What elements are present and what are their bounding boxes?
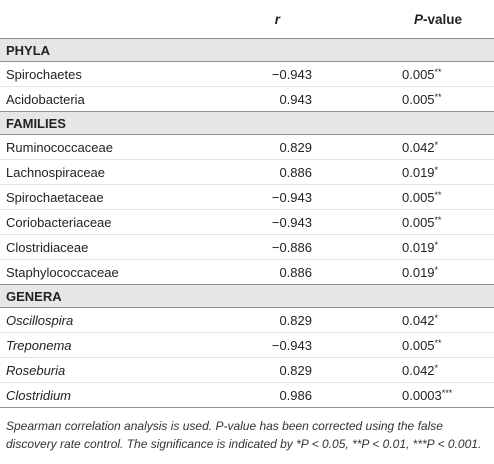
taxon-name: Spirochaetes xyxy=(0,62,130,87)
r-value: −0.943 xyxy=(271,66,312,82)
p-value: 0.005 xyxy=(402,91,435,107)
p-value-wrap xyxy=(402,140,474,155)
r-value: 0.886 xyxy=(279,264,312,280)
p-value-wrap xyxy=(402,313,474,328)
p-value-wrap xyxy=(402,190,474,205)
significance-marker: * xyxy=(434,239,439,250)
table-row xyxy=(0,210,494,235)
table-row xyxy=(0,160,494,185)
rows-families xyxy=(0,135,494,285)
taxon-name: Clostridiaceae xyxy=(0,235,130,260)
table-row xyxy=(0,62,494,87)
p-value: 0.005 xyxy=(402,189,435,205)
r-value: −0.886 xyxy=(271,239,312,255)
p-value-wrap xyxy=(402,363,474,378)
significance-marker: *** xyxy=(441,387,453,398)
taxon-name: Lachnospiraceae xyxy=(0,160,130,185)
r-value-cell xyxy=(130,383,312,408)
taxon-name: Ruminococcaceae xyxy=(0,135,130,160)
table-row xyxy=(0,333,494,358)
significance-marker: ** xyxy=(434,214,442,225)
header-r: r xyxy=(274,11,280,27)
section-genera: GENERA xyxy=(0,285,494,308)
r-value-cell xyxy=(130,135,312,160)
p-value-cell xyxy=(312,135,494,160)
taxon-name: Spirochaetaceae xyxy=(0,185,130,210)
table-row xyxy=(0,235,494,260)
header-p-value: P-value xyxy=(413,11,462,27)
r-value-cell xyxy=(130,308,312,333)
p-value-cell xyxy=(312,333,494,358)
table-header-row xyxy=(0,0,494,39)
table-row xyxy=(0,260,494,285)
p-value: 0.005 xyxy=(402,337,435,353)
p-value-wrap xyxy=(402,240,474,255)
r-value-cell xyxy=(130,87,312,112)
significance-marker: * xyxy=(434,139,439,150)
p-value-wrap xyxy=(402,338,474,353)
r-value-cell xyxy=(130,260,312,285)
taxon-name: Clostridium xyxy=(6,387,72,403)
p-value: 0.019 xyxy=(402,164,435,180)
taxon-name: Staphylococcaceae xyxy=(6,264,119,280)
p-value-cell xyxy=(312,185,494,210)
significance-marker: ** xyxy=(434,91,442,102)
table-footnote: Spearman correlation analysis is used. P-value has been corrected using the false discovery rate control. The significance is indicated by *P < 0.05, **P < 0.01, ***P < 0.001. xyxy=(0,407,494,453)
r-value: 0.829 xyxy=(279,312,312,328)
taxon-name: Acidobacteria xyxy=(6,91,85,107)
r-value-cell xyxy=(130,210,312,235)
p-value-wrap xyxy=(402,165,474,180)
r-value-cell xyxy=(130,358,312,383)
p-value-cell xyxy=(312,308,494,333)
p-value: 0.042 xyxy=(402,139,435,155)
section-families: FAMILIES xyxy=(0,112,494,135)
p-value-wrap xyxy=(402,265,474,280)
table-row xyxy=(0,185,494,210)
table-row xyxy=(0,135,494,160)
r-value: 0.829 xyxy=(279,139,312,155)
p-value-cell xyxy=(312,160,494,185)
significance-marker: * xyxy=(434,312,439,323)
p-value-cell xyxy=(312,62,494,87)
r-value: 0.829 xyxy=(279,362,312,378)
rows-phyla xyxy=(0,62,494,112)
p-value-cell xyxy=(312,87,494,112)
header-taxon xyxy=(0,0,130,39)
p-value: 0.042 xyxy=(402,362,435,378)
table-row xyxy=(0,308,494,333)
p-value-wrap xyxy=(402,215,474,230)
r-value: −0.943 xyxy=(271,189,312,205)
r-value: −0.943 xyxy=(271,214,312,230)
p-value-cell xyxy=(312,358,494,383)
p-value: 0.019 xyxy=(402,239,435,255)
table-row xyxy=(0,358,494,383)
significance-marker: * xyxy=(434,164,439,175)
section-phyla: PHYLA xyxy=(0,39,494,62)
taxon-name: Treponema xyxy=(0,333,130,358)
rows-genera xyxy=(0,308,494,408)
significance-marker: ** xyxy=(434,337,442,348)
significance-marker: * xyxy=(434,362,439,373)
table-row xyxy=(0,87,494,112)
r-value-cell xyxy=(130,185,312,210)
p-value-wrap xyxy=(402,388,474,403)
p-value-wrap xyxy=(402,92,474,107)
r-value-cell xyxy=(130,333,312,358)
r-value: 0.943 xyxy=(279,91,312,107)
p-value-cell xyxy=(312,235,494,260)
r-value: 0.986 xyxy=(279,387,312,403)
significance-marker: ** xyxy=(434,66,442,77)
table-row xyxy=(0,383,494,408)
p-value: 0.005 xyxy=(402,214,435,230)
p-value: 0.019 xyxy=(402,264,435,280)
r-value-cell xyxy=(130,235,312,260)
p-value-cell xyxy=(312,260,494,285)
r-value-cell xyxy=(130,62,312,87)
taxon-name: Roseburia xyxy=(0,358,130,383)
p-value-wrap xyxy=(402,67,474,82)
p-value: 0.0003 xyxy=(402,387,442,403)
taxon-name: Coriobacteriaceae xyxy=(0,210,130,235)
r-value-cell xyxy=(130,160,312,185)
p-value: 0.005 xyxy=(402,66,435,82)
p-value: 0.042 xyxy=(402,312,435,328)
p-value-cell xyxy=(312,210,494,235)
significance-marker: ** xyxy=(434,189,442,200)
r-value: −0.943 xyxy=(271,337,312,353)
p-value-cell xyxy=(312,383,494,408)
r-value: 0.886 xyxy=(279,164,312,180)
significance-marker: * xyxy=(434,264,439,275)
taxon-name: Oscillospira xyxy=(0,308,130,333)
